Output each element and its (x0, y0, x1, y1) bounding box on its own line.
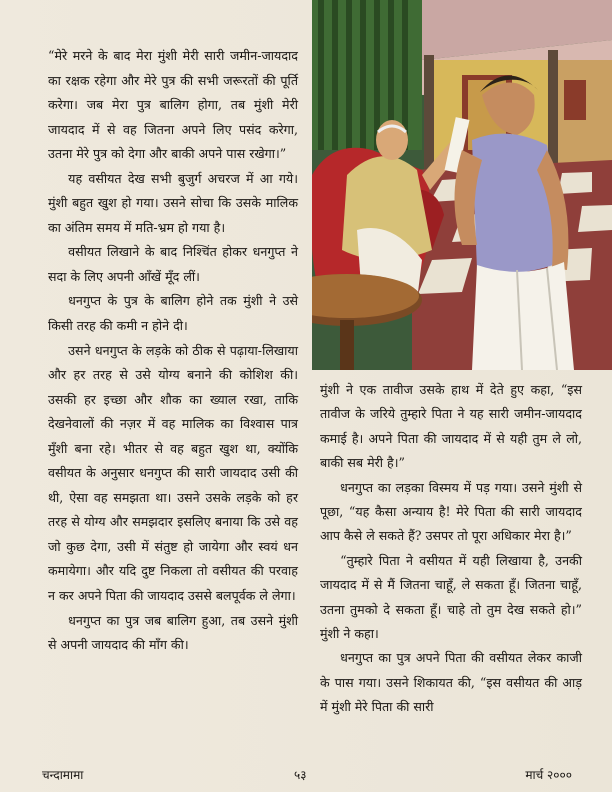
paragraph: धनगुप्त का पुत्र अपने पिता की वसीयत लेकर काजी के पास गया। उसने शिकायत की, “इस वसीयत की आड़ में मुंशी मेरे पिता की सारी (320, 650, 582, 715)
paragraph: मुंशी ने एक तावीज उसके हाथ में देते हुए कहा, “इस तावीज के जरिये तुम्हारे पिता ने यह सारी जमीन-जायदाद कमाई है। अपने पिता की जायदाद में से यही तुम ले लो, बाकी सब मेरी है।” (320, 382, 582, 471)
paragraph: उसने धनगुप्त के लड़के को ठीक से पढ़ाया-लिखाया और हर तरह से उसे योग्य बनाने की कोशिश की। उसकी हर इच्छा और शौक का ख्याल रखा, ताकि देखनेवालों की नज़र में वह मालिक का विश्वास पात्र मुँशी बना रहे। भीतर से वह बहुत खुश था, क्योंकि वसीयत के अनुसार धनगुप्त की सारी जायदाद उसी की थी, ऐसा वह समझता था। उसने उसके लड़के को हर तरह से योग्य और समझदार इसलिए बनाया कि उसे वह जो कुछ देगा, उसी में संतुष्ट हो जायेगा और स्वयं धन कमायेगा। और यदि दुष्ट निकला तो वसीयत की परवाह न कर अपने पिता की जायदाद उससे बलपूर्वक ले लेगा। (48, 342, 298, 604)
paragraph: धनगुप्त का लड़का विस्मय में पड़ गया। उसने मुंशी से पूछा, “यह कैसा अन्याय है! मेरे पिता की सारी जायदाद आप कैसे ले सकते हैं? उसपर तो पूरा अधिकार मेरा है।” (320, 479, 582, 544)
illustration-old-clerk-and-young-man-icon (312, 0, 612, 370)
paragraph: “तुम्हारे पिता ने वसीयत में यही लिखाया है, उनकी जायदाद में से मैं जितना चाहूँ, ले सकता हूँ। जितना चाहूँ, उतना तुमको दे सकता हूँ। चाहे तो तुम देख सकते हो।” मुंशी ने कहा। (320, 552, 582, 642)
right-text-column (320, 378, 582, 720)
paragraph: धनगुप्त का पुत्र जब बालिग हुआ, तब उसने मुंशी से अपनी जायदाद की माँग की। (48, 612, 298, 653)
magazine-name: चन्दामामा (42, 768, 84, 782)
paragraph: “मेरे मरने के बाद मेरा मुंशी मेरी सारी जमीन-जायदाद का रक्षक रहेगा और मेरे पुत्र की सभी जरूरतों की पूर्ति करेगा। जब मेरा पुत्र बालिग होगा, तब मुंशी मेरी जायदाद में से वह जितना अपने लिए पसंद करेगा, उतना मेरे पुत्र को देगा और बाकी अपने पास रखेगा।” (48, 48, 298, 162)
story-illustration (312, 0, 612, 370)
page-number: ५३ (294, 768, 307, 782)
issue-date: मार्च २००० (525, 768, 572, 782)
paragraph: वसीयत लिखाने के बाद निश्चिंत होकर धनगुप्त ने सदा के लिए अपनी आँखें मूँद लीं। (48, 244, 298, 284)
paragraph: यह वसीयत देख सभी बुजुर्ग अचरज में आ गये। मुंशी बहुत खुश हो गया। उसने सोचा कि उसके मालिक का अंतिम समय में मति-भ्रम हो गया है। (48, 170, 298, 235)
paragraph: धनगुप्त के पुत्र के बालिग होने तक मुंशी ने उसे किसी तरह की कमी न होने दी। (48, 293, 298, 334)
left-text-column (48, 44, 298, 658)
